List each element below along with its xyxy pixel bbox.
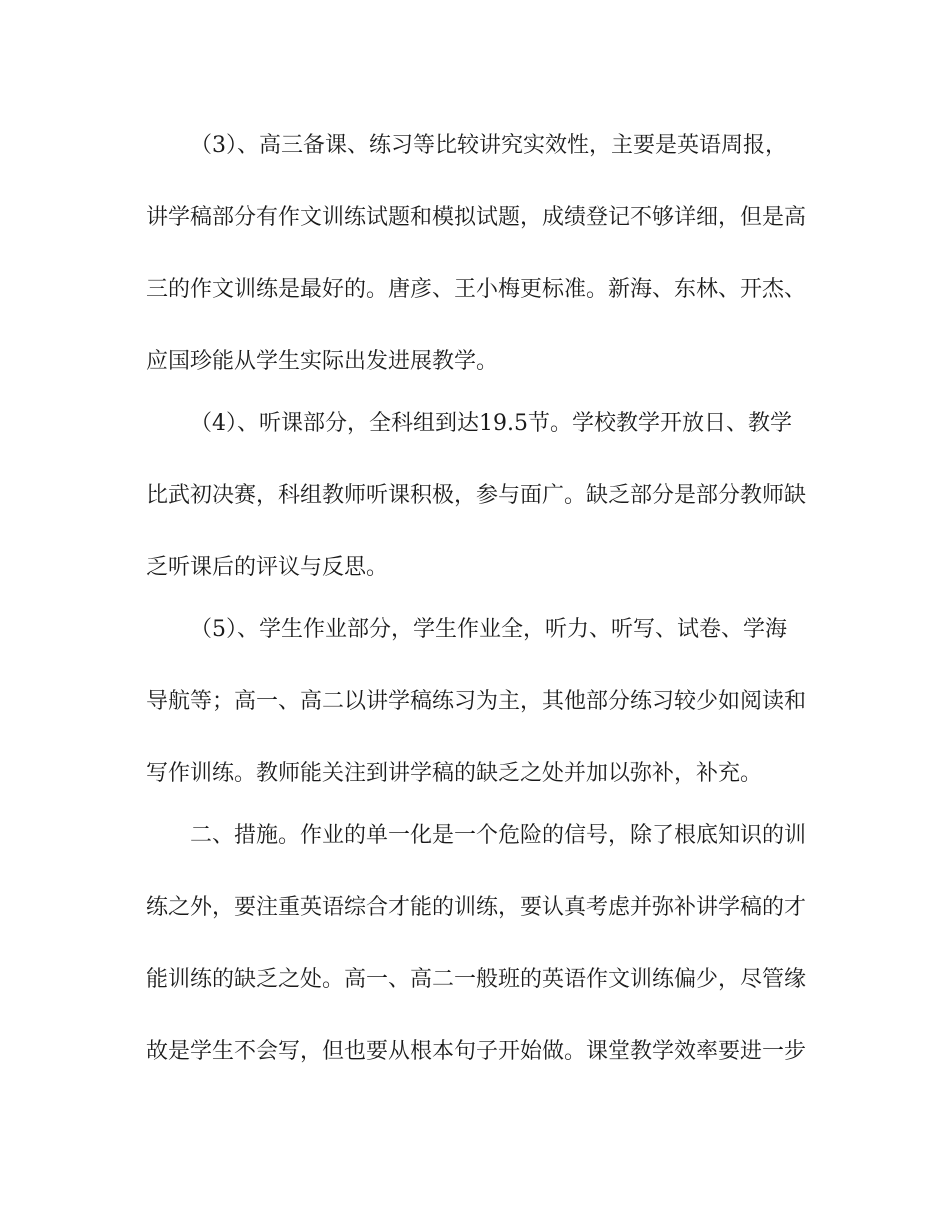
paragraph-4-line-1: （4）、听课部分，全科组到达19.5节。学校教学开放日、教学 [190,411,792,436]
measures-line-3: 能训练的缺乏之处。高一、高二一般班的英语作文训练偏少，尽管缘 [146,967,807,992]
paragraph-4-line-2: 比武初决赛，科组教师听课积极，参与面广。缺乏部分是部分教师缺 [146,483,807,508]
paragraph-3-line-1: （3）、高三备课、练习等比较讲究实效性，主要是英语周报， [190,133,787,158]
paragraph-3-line-3: 三的作文训练是最好的。唐彦、王小梅更标准。新海、东林、开杰、 [146,277,807,302]
paragraph-3-line-4: 应国珍能从学生实际出发进展教学。 [146,349,499,374]
measures-line-1: 二、措施。作业的单一化是一个危险的信号，除了根底知识的训 [190,823,807,848]
paragraph-5-line-3: 写作训练。教师能关注到讲学稿的缺乏之处并加以弥补，补充。 [146,761,763,786]
paragraph-5-line-2: 导航等；高一、高二以讲学稿练习为主，其他部分练习较少如阅读和 [146,689,807,714]
measures-line-2: 练之外，要注重英语综合才能的训练，要认真考虑并弥补讲学稿的才 [146,895,807,920]
paragraph-3-line-2: 讲学稿部分有作文训练试题和模拟试题，成绩登记不够详细，但是高 [146,205,807,230]
paragraph-4-line-3: 乏听课后的评议与反思。 [146,555,389,580]
measures-line-4: 故是学生不会写，但也要从根本句子开始做。课堂教学效率要进一步 [146,1039,807,1064]
paragraph-5-line-1: （5）、学生作业部分，学生作业全，听力、听写、试卷、学海 [190,617,787,642]
